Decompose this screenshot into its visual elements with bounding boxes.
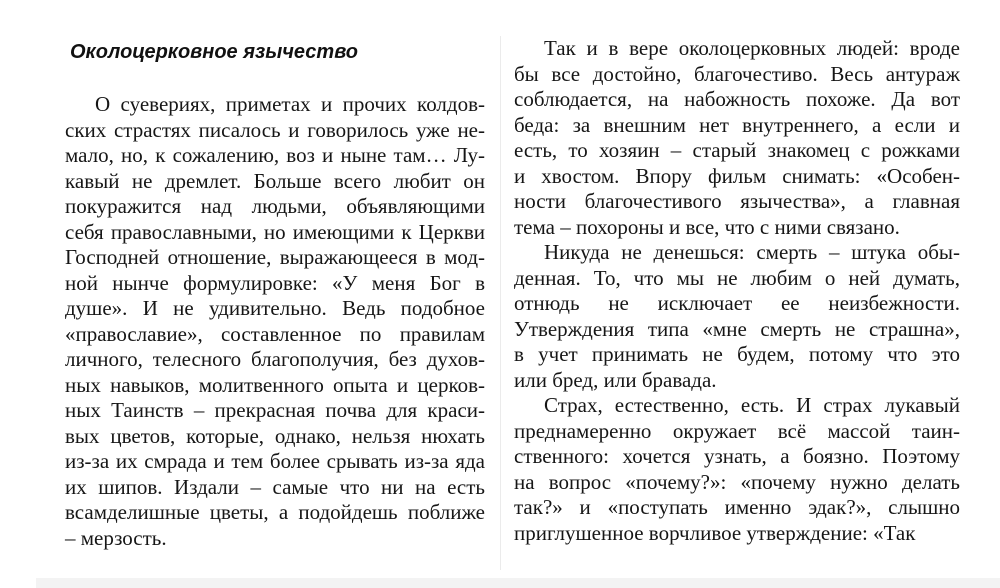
text-line: – мерзость. bbox=[65, 525, 167, 550]
text-line: мало, но, к сожалению, воз и ныне там… Лу- bbox=[65, 143, 485, 167]
text-line: есть, то хозяин – старый знакомец с рожками bbox=[514, 138, 960, 162]
text-line: Страх, естественно, есть. И страх лукавый bbox=[544, 393, 960, 417]
text-line: Никуда не денешься: смерть – штука обы- bbox=[544, 240, 960, 264]
text-line: душе». И не удивительно. Ведь подобное bbox=[65, 296, 485, 320]
text-line: и хвостом. Впору фильм снимать: «Особен- bbox=[514, 163, 960, 188]
text-line: вых цветов, которые, однако, нельзя нюхать bbox=[65, 423, 485, 448]
text-line: всамделишные цветы, а подойдешь поближе bbox=[65, 500, 485, 524]
text-line: отнюдь не исключает ее неизбежности. bbox=[514, 291, 960, 315]
text-line: преднамеренно окружает всё массой таин- bbox=[514, 418, 960, 443]
text-line: Утверждения типа «мне смерть не страшна», bbox=[514, 316, 960, 341]
text-line: Так и в вере околоцерковных людей: вроде bbox=[544, 36, 960, 60]
text-line: в учет принимать не будем, потому что это bbox=[514, 342, 960, 366]
text-line: ских страстях писалось и говорилось уже не- bbox=[65, 117, 485, 142]
text-line: тема – похороны и все, что с ними связано. bbox=[514, 214, 900, 239]
right-column-text bbox=[514, 36, 960, 546]
text-line: их шипов. Издали – самые что ни на есть bbox=[65, 474, 485, 499]
right-column bbox=[514, 36, 960, 546]
text-line: О суевериях, приметах и прочих колдов- bbox=[95, 92, 485, 116]
text-line: личного, телесного благополучия, без духов- bbox=[65, 347, 485, 371]
text-line: ной нынче формулировке: «У меня Бог в bbox=[65, 270, 485, 295]
left-column bbox=[65, 36, 485, 551]
article-heading: Околоцерковное язычество bbox=[70, 41, 359, 63]
text-line: кавый не дремлет. Больше всего любит он bbox=[65, 168, 485, 193]
left-column-text bbox=[65, 92, 485, 551]
text-line: ности благочестивого язычества», а главная bbox=[514, 189, 960, 213]
text-line: покуражится над людьми, объявляющими bbox=[65, 194, 485, 218]
text-line: ственного: хочется узнать, а боязно. Поэтому bbox=[514, 444, 960, 468]
text-line: из-за их смрада и тем более срывать из-за яда bbox=[65, 449, 485, 473]
text-line: «православие», составленное по правилам bbox=[65, 321, 485, 346]
text-line: бы все достойно, благочестиво. Весь антураж bbox=[514, 61, 960, 86]
text-line: беда: за внешним нет внутреннего, а если и bbox=[514, 112, 960, 137]
page-bottom-edge bbox=[36, 578, 1000, 588]
text-line: или бред, или бравада. bbox=[514, 367, 717, 392]
text-line: ных Таинств – прекрасная почва для краси- bbox=[65, 398, 485, 422]
text-line: ных навыков, молитвенного опыта и церков- bbox=[65, 372, 485, 397]
text-line: так?» и «поступать именно эдак?», слышно bbox=[514, 495, 960, 519]
text-line: приглушенное ворчливое утверждение: «Так bbox=[514, 520, 916, 545]
text-line: денная. То, что мы не любим о ней думать, bbox=[514, 265, 960, 290]
text-line: соблюдается, на набожность похоже. Да вот bbox=[514, 87, 960, 111]
column-divider bbox=[500, 36, 501, 570]
text-line: себя православными, но имеющими к Церкви bbox=[65, 219, 485, 244]
text-line: на вопрос «почему?»: «почему нужно делать bbox=[514, 469, 960, 494]
text-line: Господней отношение, выражающееся в мод- bbox=[65, 245, 485, 269]
